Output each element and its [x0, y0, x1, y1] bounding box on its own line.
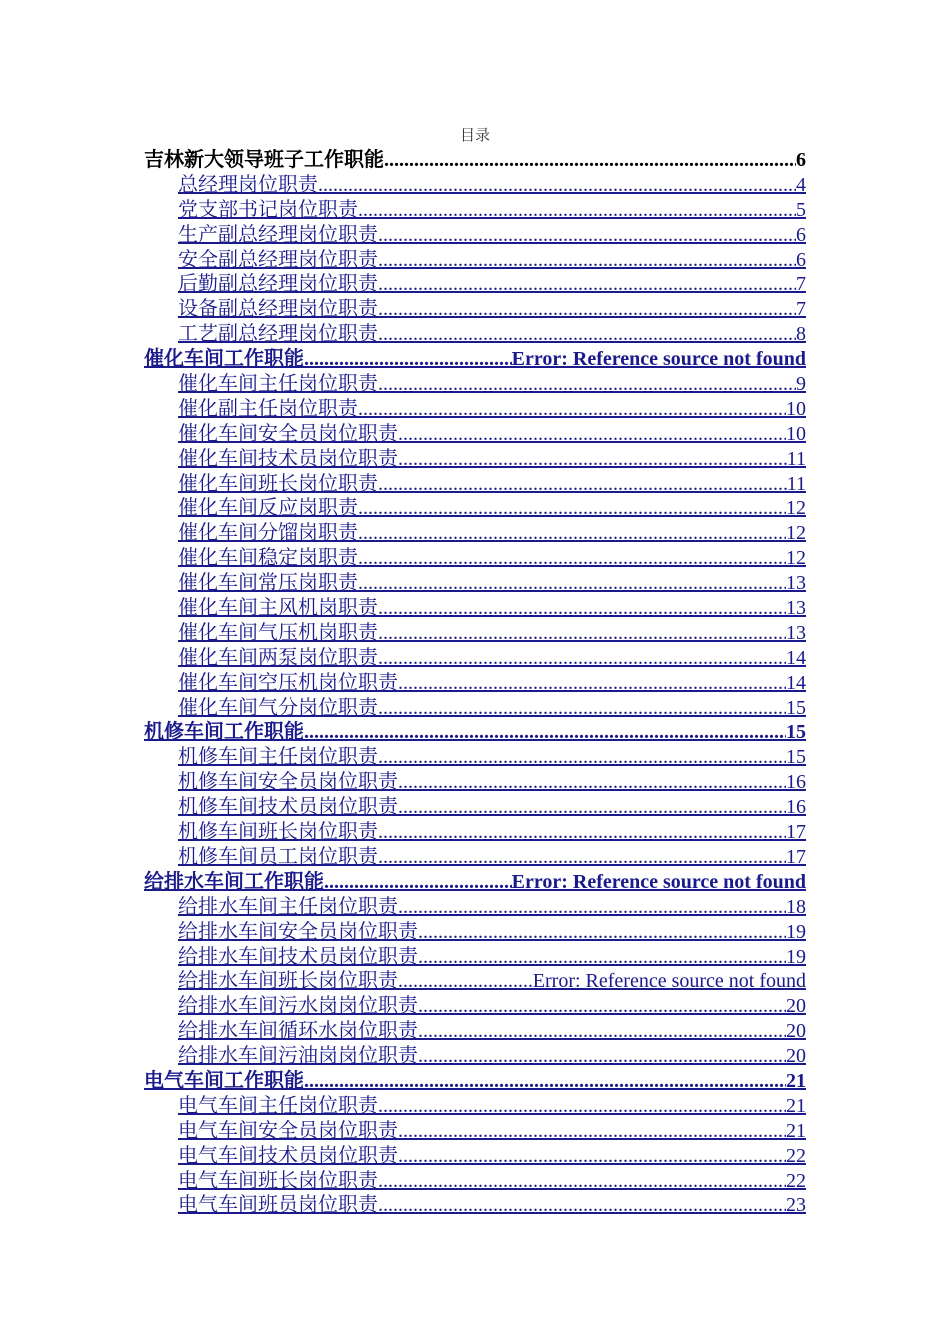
toc-page-number: 10 — [786, 422, 806, 445]
toc-item-link[interactable] — [144, 820, 806, 845]
toc-page-number: 21 — [786, 1069, 806, 1092]
toc-item-link[interactable] — [144, 795, 806, 820]
toc-dot-leader — [398, 447, 787, 472]
toc-page-number: 19 — [786, 920, 806, 943]
toc-dot-leader — [398, 1119, 786, 1144]
toc-page-number: Error: Reference source not found — [511, 870, 806, 893]
toc-dot-leader — [378, 820, 786, 845]
toc-page-number: 20 — [786, 1020, 806, 1043]
toc-dot-leader — [358, 397, 786, 422]
toc-entry-title: 电气车间班员岗位职责 — [178, 1194, 378, 1217]
toc-item-link[interactable] — [144, 696, 806, 721]
toc-entry-title: 催化车间工作职能 — [144, 348, 304, 371]
toc-dot-leader — [378, 745, 786, 770]
toc-page-number: 12 — [786, 547, 806, 570]
toc-section-link[interactable] — [144, 347, 806, 372]
toc-entry-title: 给排水车间安全员岗位职责 — [178, 920, 418, 943]
toc-entry-title: 催化车间主任岗位职责 — [178, 373, 378, 396]
toc-dot-leader — [398, 969, 533, 994]
toc-page-number: 15 — [786, 696, 806, 719]
toc-dot-leader — [378, 1193, 786, 1218]
toc-page-number: 15 — [786, 721, 806, 744]
toc-page-number: 18 — [786, 895, 806, 918]
toc-item-link[interactable] — [144, 397, 806, 422]
toc-page-number: 16 — [786, 771, 806, 794]
toc-item-link[interactable] — [144, 845, 806, 870]
toc-entry-title: 给排水车间污油岗岗位职责 — [178, 1045, 418, 1068]
toc-dot-leader — [378, 845, 786, 870]
toc-section-link[interactable] — [144, 720, 806, 745]
toc-item-link[interactable] — [144, 671, 806, 696]
toc-item-link[interactable] — [144, 546, 806, 571]
toc-item-link[interactable] — [144, 945, 806, 970]
toc-dot-leader — [378, 248, 796, 273]
toc-page-number: 14 — [786, 646, 806, 669]
toc-entry-title: 给排水车间污水岗岗位职责 — [178, 995, 418, 1018]
toc-item-link[interactable] — [144, 223, 806, 248]
toc-dot-leader — [378, 322, 796, 347]
toc-page-number: 13 — [786, 621, 806, 644]
toc-page-number: 6 — [796, 248, 806, 271]
toc-page-number: 22 — [786, 1144, 806, 1167]
toc-entry-title: 催化车间气分岗位职责 — [178, 696, 378, 719]
toc-item-link[interactable] — [144, 596, 806, 621]
toc-item-link[interactable] — [144, 920, 806, 945]
toc-item-link[interactable] — [144, 621, 806, 646]
toc-item-link[interactable] — [144, 1044, 806, 1069]
toc-page-number: 7 — [796, 298, 806, 321]
toc-page-number: 17 — [786, 821, 806, 844]
toc-entry-title: 机修车间主任岗位职责 — [178, 746, 378, 769]
toc-dot-leader — [358, 571, 786, 596]
toc-dot-leader — [398, 1144, 786, 1169]
toc-page-number: 12 — [786, 497, 806, 520]
toc-page-number: 14 — [786, 671, 806, 694]
toc-item-link[interactable] — [144, 1019, 806, 1044]
toc-dot-leader — [358, 198, 796, 223]
toc-entry-title: 设备副总经理岗位职责 — [178, 298, 378, 321]
toc-dot-leader — [398, 895, 786, 920]
table-of-contents — [144, 148, 806, 1218]
toc-entry-title: 催化车间分馏岗职责 — [178, 522, 358, 545]
toc-dot-leader — [378, 223, 796, 248]
toc-entry-title: 催化车间稳定岗职责 — [178, 547, 358, 570]
toc-page-number: 13 — [786, 597, 806, 620]
toc-entry-title: 吉林新大领导班子工作职能 — [144, 149, 384, 171]
toc-entry-title: 机修车间工作职能 — [144, 721, 304, 744]
toc-dot-leader — [418, 1019, 786, 1044]
toc-page-number: Error: Reference source not found — [511, 348, 806, 371]
toc-page-number: 12 — [786, 522, 806, 545]
toc-item-link[interactable] — [144, 173, 806, 198]
toc-page-number: 10 — [786, 397, 806, 420]
toc-item-link[interactable] — [144, 1169, 806, 1194]
toc-item-link[interactable] — [144, 248, 806, 273]
toc-item-link[interactable] — [144, 646, 806, 671]
toc-dot-leader — [398, 795, 786, 820]
toc-entry-title: 电气车间工作职能 — [144, 1069, 304, 1092]
toc-page-number: 5 — [796, 198, 806, 221]
toc-item-link[interactable] — [144, 1193, 806, 1218]
toc-entry-title: 催化车间主风机岗职责 — [178, 597, 378, 620]
toc-entry-title: 后勤副总经理岗位职责 — [178, 273, 378, 296]
toc-dot-leader — [418, 1044, 786, 1069]
toc-dot-leader — [398, 671, 786, 696]
toc-dot-leader — [304, 720, 786, 745]
toc-page-number: 9 — [796, 373, 806, 396]
toc-dot-leader — [384, 148, 796, 173]
toc-dot-leader — [304, 347, 512, 372]
toc-dot-leader — [358, 521, 786, 546]
toc-entry-title: 催化车间反应岗职责 — [178, 497, 358, 520]
toc-entry-title: 机修车间班长岗位职责 — [178, 821, 378, 844]
toc-entry-title: 机修车间员工岗位职责 — [178, 845, 378, 868]
toc-entry-title: 给排水车间主任岗位职责 — [178, 895, 398, 918]
toc-page-number: 22 — [786, 1169, 806, 1192]
toc-dot-leader — [358, 546, 786, 571]
toc-dot-leader — [378, 1169, 786, 1194]
toc-item-link[interactable] — [144, 422, 806, 447]
toc-dot-leader — [418, 994, 786, 1019]
toc-page-number: Error: Reference source not found — [532, 970, 806, 993]
toc-section-link[interactable] — [144, 870, 806, 895]
toc-dot-leader — [398, 770, 786, 795]
toc-entry-title: 电气车间技术员岗位职责 — [178, 1144, 398, 1167]
toc-entry-title: 给排水车间循环水岗位职责 — [178, 1020, 418, 1043]
toc-entry-title: 给排水车间技术员岗位职责 — [178, 945, 418, 968]
toc-entry-title: 总经理岗位职责 — [178, 173, 318, 196]
toc-page-number: 21 — [786, 1094, 806, 1117]
toc-page-number: 16 — [786, 796, 806, 819]
toc-entry-title: 催化车间气压机岗职责 — [178, 621, 378, 644]
toc-dot-leader — [324, 870, 512, 895]
toc-item-link[interactable] — [144, 1094, 806, 1119]
toc-item-link[interactable] — [144, 994, 806, 1019]
toc-item-link[interactable] — [144, 1119, 806, 1144]
toc-entry-title: 催化车间班长岗位职责 — [178, 472, 378, 495]
toc-item-link[interactable] — [144, 895, 806, 920]
toc-entry-title: 催化车间安全员岗位职责 — [178, 422, 398, 445]
toc-item-link[interactable] — [144, 472, 806, 497]
toc-page-number: 23 — [786, 1194, 806, 1217]
toc-section-link[interactable] — [144, 1069, 806, 1094]
toc-entry-title: 催化车间空压机岗位职责 — [178, 671, 398, 694]
toc-item-link[interactable] — [144, 496, 806, 521]
toc-page-number: 13 — [786, 572, 806, 595]
toc-dot-leader — [378, 372, 796, 397]
toc-item-link[interactable] — [144, 770, 806, 795]
toc-dot-leader — [418, 945, 786, 970]
toc-item-link[interactable] — [144, 571, 806, 596]
toc-entry-title: 催化副主任岗位职责 — [178, 397, 358, 420]
toc-dot-leader — [378, 596, 786, 621]
toc-item-link[interactable] — [144, 322, 806, 347]
toc-item-link[interactable] — [144, 1144, 806, 1169]
toc-entry-title: 催化车间技术员岗位职责 — [178, 447, 398, 470]
toc-entry-title: 催化车间两泵岗位职责 — [178, 646, 378, 669]
toc-entry-title: 电气车间主任岗位职责 — [178, 1094, 378, 1117]
toc-page-number: 11 — [786, 472, 806, 495]
toc-dot-leader — [378, 646, 786, 671]
toc-entry-title: 工艺副总经理岗位职责 — [178, 323, 378, 346]
toc-dot-leader — [418, 920, 786, 945]
toc-page-number: 19 — [786, 945, 806, 968]
toc-dot-leader — [318, 173, 796, 198]
toc-item-link[interactable] — [144, 372, 806, 397]
toc-page-number: 6 — [796, 223, 806, 246]
toc-entry-title: 催化车间常压岗职责 — [178, 572, 358, 595]
toc-page-number: 4 — [796, 173, 806, 196]
toc-item-link[interactable] — [144, 447, 806, 472]
toc-entry-title: 党支部书记岗位职责 — [178, 198, 358, 221]
toc-entry-title: 生产副总经理岗位职责 — [178, 223, 378, 246]
toc-dot-leader — [358, 496, 786, 521]
toc-dot-leader — [378, 297, 796, 322]
toc-page-number: 11 — [786, 447, 806, 470]
toc-dot-leader — [378, 621, 786, 646]
toc-dot-leader — [378, 1094, 786, 1119]
toc-item-link[interactable] — [144, 969, 806, 994]
toc-entry-title: 电气车间班长岗位职责 — [178, 1169, 378, 1192]
toc-page-number: 6 — [796, 149, 806, 171]
toc-page-number: 17 — [786, 845, 806, 868]
page-title: 目录 — [459, 128, 490, 144]
toc-entry-title: 电气车间安全员岗位职责 — [178, 1119, 398, 1142]
toc-page-number: 7 — [796, 273, 806, 296]
toc-item-link[interactable] — [144, 297, 806, 322]
toc-dot-leader — [304, 1069, 786, 1094]
toc-item-link[interactable] — [144, 272, 806, 297]
toc-dot-leader — [378, 272, 796, 297]
toc-page-number: 8 — [796, 323, 806, 346]
toc-dot-leader — [398, 422, 786, 447]
toc-entry-title: 机修车间技术员岗位职责 — [178, 796, 398, 819]
toc-entry-title: 安全副总经理岗位职责 — [178, 248, 378, 271]
toc-page-number: 15 — [786, 746, 806, 769]
toc-dot-leader — [378, 696, 786, 721]
toc-section-link[interactable] — [144, 148, 806, 173]
toc-item-link[interactable] — [144, 198, 806, 223]
toc-item-link[interactable] — [144, 521, 806, 546]
toc-page-number: 21 — [786, 1119, 806, 1142]
toc-page-number: 20 — [786, 1045, 806, 1068]
toc-entry-title: 机修车间安全员岗位职责 — [178, 771, 398, 794]
toc-item-link[interactable] — [144, 745, 806, 770]
toc-entry-title: 给排水车间工作职能 — [144, 870, 324, 893]
toc-page-number: 20 — [786, 995, 806, 1018]
toc-dot-leader — [378, 472, 787, 497]
toc-entry-title: 给排水车间班长岗位职责 — [178, 970, 398, 993]
